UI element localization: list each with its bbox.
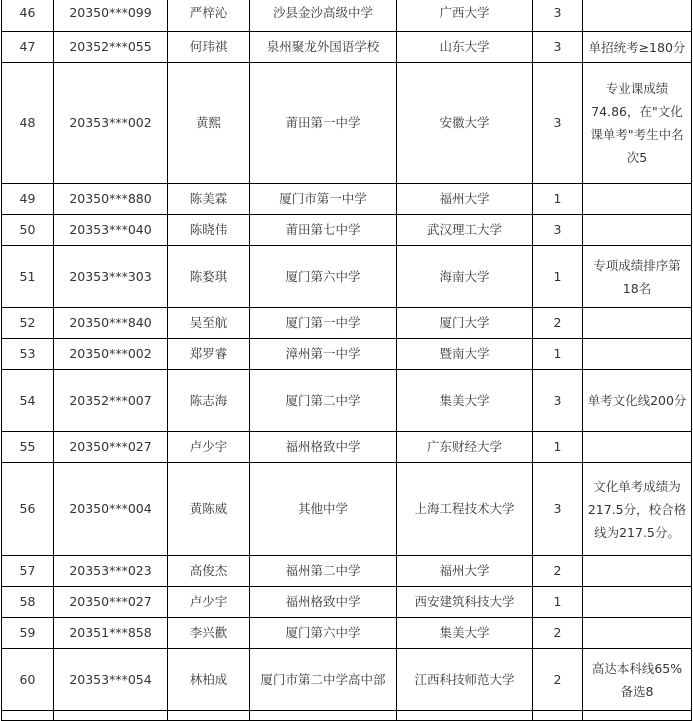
row-number: 46 [2, 0, 54, 32]
university-name: 海南大学 [397, 246, 533, 308]
table-row-partial [2, 711, 692, 721]
count-value: 2 [533, 649, 583, 711]
student-name: 陈晓伟 [168, 215, 250, 246]
count-value: 1 [533, 339, 583, 370]
university-name: 福州大学 [397, 556, 533, 587]
row-number: 55 [2, 432, 54, 463]
count-value: 3 [533, 32, 583, 63]
table-row [2, 587, 692, 618]
note [583, 556, 692, 587]
note: 单考文化线200分 [583, 370, 692, 432]
row-number: 59 [2, 618, 54, 649]
empty-cell [397, 711, 533, 721]
university-name: 厦门大学 [397, 308, 533, 339]
school-name: 漳州第一中学 [250, 339, 397, 370]
university-name: 山东大学 [397, 32, 533, 63]
row-number: 57 [2, 556, 54, 587]
exam-id: 20350***880 [54, 184, 168, 215]
table-row [2, 246, 692, 308]
row-number: 53 [2, 339, 54, 370]
row-number: 60 [2, 649, 54, 711]
school-name: 泉州聚龙外国语学校 [250, 32, 397, 63]
exam-id: 20350***099 [54, 0, 168, 32]
note [583, 215, 692, 246]
count-value: 3 [533, 463, 583, 556]
empty-cell [250, 711, 397, 721]
table-row [2, 432, 692, 463]
admission-table [1, 0, 692, 721]
university-name: 上海工程技术大学 [397, 463, 533, 556]
count-value: 3 [533, 63, 583, 184]
empty-cell [2, 711, 54, 721]
exam-id: 20350***027 [54, 587, 168, 618]
empty-cell [533, 711, 583, 721]
student-name: 林柏成 [168, 649, 250, 711]
count-value: 2 [533, 618, 583, 649]
note [583, 339, 692, 370]
exam-id: 20353***303 [54, 246, 168, 308]
table-row [2, 618, 692, 649]
student-name: 吴至航 [168, 308, 250, 339]
count-value: 3 [533, 0, 583, 32]
table-row [2, 308, 692, 339]
student-name: 陈志海 [168, 370, 250, 432]
table-row [2, 339, 692, 370]
university-name: 暨南大学 [397, 339, 533, 370]
student-name: 黄陈威 [168, 463, 250, 556]
row-number: 49 [2, 184, 54, 215]
count-value: 3 [533, 370, 583, 432]
school-name: 厦门第二中学 [250, 370, 397, 432]
school-name: 沙县金沙高级中学 [250, 0, 397, 32]
exam-id: 20351***858 [54, 618, 168, 649]
exam-id: 20353***054 [54, 649, 168, 711]
student-name: 陈婺琪 [168, 246, 250, 308]
table-row [2, 63, 692, 184]
exam-id: 20352***055 [54, 32, 168, 63]
empty-cell [54, 711, 168, 721]
note: 专项成绩排序第18名 [583, 246, 692, 308]
row-number: 51 [2, 246, 54, 308]
university-name: 江西科技师范大学 [397, 649, 533, 711]
note: 高达本科线65%备选8 [583, 649, 692, 711]
count-value: 1 [533, 246, 583, 308]
note [583, 0, 692, 32]
row-number: 52 [2, 308, 54, 339]
table-row [2, 215, 692, 246]
exam-id: 20350***027 [54, 432, 168, 463]
student-name: 何玮祺 [168, 32, 250, 63]
note [583, 308, 692, 339]
count-value: 3 [533, 215, 583, 246]
student-name: 卢少宇 [168, 587, 250, 618]
table-row [2, 184, 692, 215]
note [583, 618, 692, 649]
note: 文化单考成绩为217.5分，校合格线为217.5分。 [583, 463, 692, 556]
school-name: 莆田第一中学 [250, 63, 397, 184]
school-name: 厦门市第一中学 [250, 184, 397, 215]
student-name: 严梓沁 [168, 0, 250, 32]
count-value: 2 [533, 556, 583, 587]
row-number: 50 [2, 215, 54, 246]
row-number: 48 [2, 63, 54, 184]
row-number: 58 [2, 587, 54, 618]
university-name: 安徽大学 [397, 63, 533, 184]
student-name: 黄熙 [168, 63, 250, 184]
university-name: 西安建筑科技大学 [397, 587, 533, 618]
university-name: 广东财经大学 [397, 432, 533, 463]
row-number: 54 [2, 370, 54, 432]
note [583, 184, 692, 215]
university-name: 广西大学 [397, 0, 533, 32]
student-name: 郑罗睿 [168, 339, 250, 370]
student-name: 陈美霖 [168, 184, 250, 215]
school-name: 莆田第七中学 [250, 215, 397, 246]
exam-id: 20350***840 [54, 308, 168, 339]
empty-cell [583, 711, 692, 721]
table-row [2, 370, 692, 432]
table-row [2, 649, 692, 711]
university-name: 武汉理工大学 [397, 215, 533, 246]
table-row [2, 556, 692, 587]
school-name: 福州格致中学 [250, 432, 397, 463]
table-row [2, 463, 692, 556]
exam-id: 20353***040 [54, 215, 168, 246]
exam-id: 20350***004 [54, 463, 168, 556]
table-body [2, 0, 692, 721]
student-name: 卢少宇 [168, 432, 250, 463]
table-row [2, 32, 692, 63]
count-value: 2 [533, 308, 583, 339]
row-number: 47 [2, 32, 54, 63]
university-name: 集美大学 [397, 370, 533, 432]
row-number: 56 [2, 463, 54, 556]
note: 单招统考≥180分 [583, 32, 692, 63]
count-value: 1 [533, 432, 583, 463]
note: 专业课成绩74.86，在"文化课单考"考生中名次5 [583, 63, 692, 184]
exam-id: 20352***007 [54, 370, 168, 432]
exam-id: 20353***002 [54, 63, 168, 184]
count-value: 1 [533, 184, 583, 215]
exam-id: 20353***023 [54, 556, 168, 587]
note [583, 587, 692, 618]
university-name: 集美大学 [397, 618, 533, 649]
school-name: 其他中学 [250, 463, 397, 556]
empty-cell [168, 711, 250, 721]
student-name: 高俊杰 [168, 556, 250, 587]
note [583, 432, 692, 463]
school-name: 福州第二中学 [250, 556, 397, 587]
school-name: 厦门第一中学 [250, 308, 397, 339]
school-name: 厦门第六中学 [250, 618, 397, 649]
count-value: 1 [533, 587, 583, 618]
university-name: 福州大学 [397, 184, 533, 215]
table-row [2, 0, 692, 32]
school-name: 厦门市第二中学高中部 [250, 649, 397, 711]
school-name: 福州格致中学 [250, 587, 397, 618]
student-name: 李兴歡 [168, 618, 250, 649]
exam-id: 20350***002 [54, 339, 168, 370]
school-name: 厦门第六中学 [250, 246, 397, 308]
